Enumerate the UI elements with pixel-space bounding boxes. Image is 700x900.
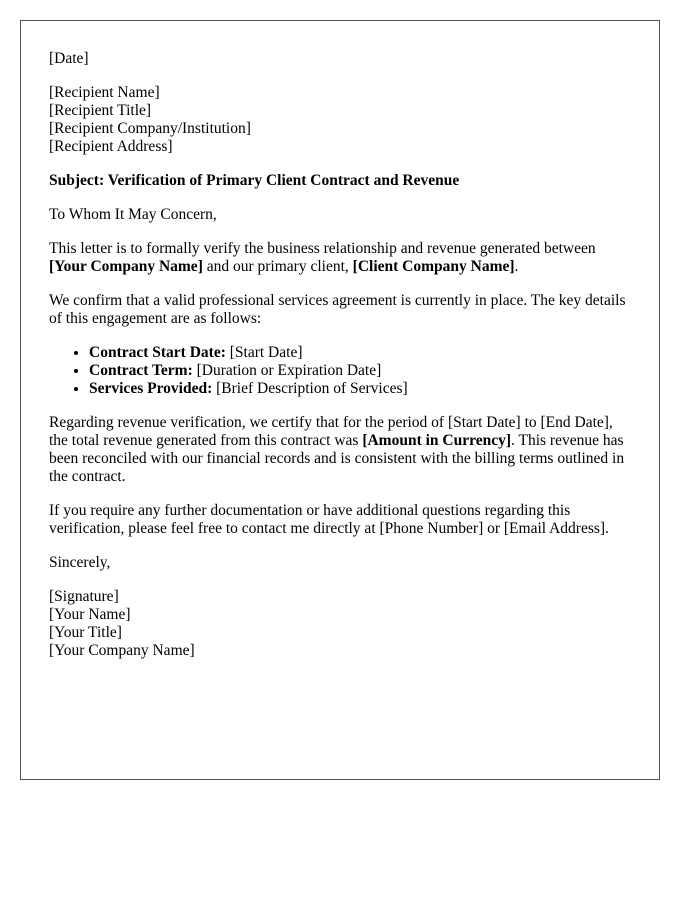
paragraph-revenue	[49, 414, 631, 486]
subject-text: Subject: Verification of Primary Client Contract and Revenue	[49, 172, 460, 189]
salutation-text: To Whom It May Concern,	[49, 206, 217, 223]
detail-label-term: Contract Term:	[89, 362, 193, 379]
salutation	[49, 206, 631, 224]
para3-text-b: . This revenue has been reconciled with our financial records and is consistent with the billing terms outlined in the contract.	[49, 432, 625, 485]
para1-text-a: This letter is to formally verify the business relationship and revenue generated between	[49, 240, 596, 257]
recipient-block	[49, 84, 631, 156]
signer-name: [Your Name]	[49, 606, 131, 623]
recipient-name: [Recipient Name]	[49, 84, 160, 101]
list-item	[89, 362, 631, 380]
closing	[49, 554, 631, 572]
detail-label-start-date: Contract Start Date:	[89, 344, 226, 361]
detail-value-services: [Brief Description of Services]	[212, 380, 408, 397]
para2-text: We confirm that a valid professional services agreement is currently in place. The key details of this engagement are as follows:	[49, 292, 626, 327]
recipient-address: [Recipient Address]	[49, 138, 173, 155]
detail-label-services: Services Provided:	[89, 380, 213, 397]
para3-text-a: Regarding revenue verification, we certify that for the period of [Start Date] to [End Date], the total revenue generated from this contract was	[49, 414, 613, 449]
date-text: [Date]	[49, 50, 89, 67]
paragraph-agreement	[49, 292, 631, 328]
signature-block	[49, 588, 631, 660]
paragraph-contact	[49, 502, 631, 538]
your-company-name: [Your Company Name]	[49, 258, 203, 275]
list-item	[89, 344, 631, 362]
subject-line	[49, 172, 631, 190]
para1-text-c: .	[514, 258, 519, 275]
revenue-amount: [Amount in Currency]	[362, 432, 512, 449]
letter-date	[49, 50, 631, 68]
detail-value-term: [Duration or Expiration Date]	[192, 362, 382, 379]
signer-title: [Your Title]	[49, 624, 122, 641]
client-company-name: [Client Company Name]	[352, 258, 515, 275]
detail-value-start-date: [Start Date]	[225, 344, 303, 361]
letter-page	[20, 20, 660, 780]
paragraph-relationship	[49, 240, 631, 276]
signature-placeholder: [Signature]	[49, 588, 119, 605]
para4-text: If you require any further documentation or have additional questions regarding this verification, please feel free to contact me directly at [Phone Number] or [Email Address].	[49, 502, 609, 537]
recipient-company: [Recipient Company/Institution]	[49, 120, 251, 137]
recipient-title: [Recipient Title]	[49, 102, 152, 119]
list-item	[89, 380, 631, 398]
engagement-details-list	[49, 344, 631, 398]
signer-company: [Your Company Name]	[49, 642, 195, 659]
closing-text: Sincerely,	[49, 554, 111, 571]
para1-text-b: and our primary client,	[202, 258, 353, 275]
